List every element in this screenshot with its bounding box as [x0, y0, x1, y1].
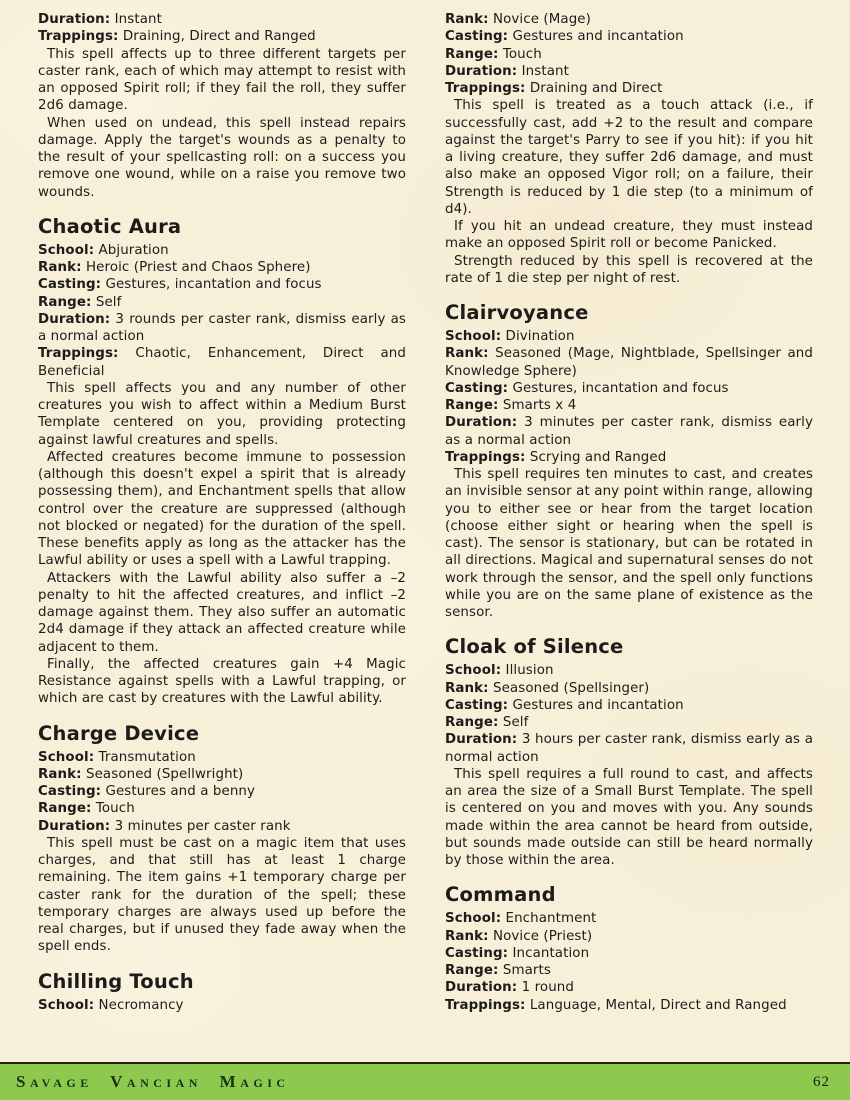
- body-paragraph: This spell affects you and any number of other creatures you wish to affect within a Medium Burst Template centered on you, providing protecting against lawful creatures and spells.: [38, 380, 406, 448]
- stat-line: Rank: Seasoned (Spellwright): [38, 766, 244, 782]
- stat-label: Range:: [445, 963, 499, 978]
- stat-line: Trappings: Chaotic, Enhancement, Direct and Beneficial: [38, 346, 406, 379]
- stat-label: Rank:: [445, 12, 489, 27]
- body-paragraph: Strength reduced by this spell is recovered at the rate of 1 die step per night of rest.: [445, 253, 813, 286]
- stat-label: School:: [38, 242, 95, 258]
- footer-bar: [0, 1064, 850, 1100]
- stat-label: Rank:: [38, 766, 82, 782]
- stat-line: Casting: Gestures, incantation and focus: [38, 277, 322, 293]
- stat-label: Duration:: [38, 12, 111, 27]
- stat-line: Trappings: Draining and Direct: [445, 81, 663, 96]
- stat-line: Trappings: Draining, Direct and Ranged: [38, 29, 316, 45]
- stat-label: Rank:: [445, 680, 489, 696]
- stat-label: Range:: [38, 294, 92, 310]
- spell-heading: Cloak of Silence: [445, 635, 624, 659]
- stat-line: Casting: Gestures, incantation and focus: [445, 380, 729, 396]
- stat-line: Rank: Seasoned (Mage, Nightblade, Spellsinger and Knowledge Sphere): [445, 346, 813, 379]
- stat-label: Duration:: [38, 311, 111, 327]
- body-paragraph: Attackers with the Lawful ability also suffer a –2 penalty to hit the affected creatures, and inflict –2 damage against them. They also suffer an automatic 2d4 damage if they attack an affected creature while adjacent to them.: [38, 570, 406, 655]
- stat-line: Duration: 3 hours per caster rank, dismiss early as a normal action: [445, 732, 813, 765]
- right-text-column: [445, 11, 813, 1014]
- stat-label: Duration:: [445, 415, 518, 431]
- body-paragraph: Finally, the affected creatures gain +4 Magic Resistance against spells with a Lawful trapping, or which are cast by creatures with the Lawful ability.: [38, 656, 406, 707]
- stat-label: School:: [38, 749, 95, 765]
- stat-line: School: Abjuration: [38, 242, 169, 258]
- stat-label: Duration:: [38, 818, 111, 834]
- spell-heading: Command: [445, 883, 556, 907]
- stat-line: Casting: Gestures and incantation: [445, 697, 684, 713]
- spell-heading: Chaotic Aura: [38, 214, 182, 238]
- stat-label: Range:: [445, 715, 499, 730]
- stat-label: Trappings:: [445, 81, 526, 96]
- body-paragraph: This spell requires a full round to cast, and affects an area the size of a Small Burst Template. The spell is centered on you and moves with you. Any sounds made within the area cannot be heard from outside, but sounds made outside can still be heard normally by those within the area.: [445, 766, 813, 868]
- stat-line: Range: Self: [445, 715, 529, 730]
- spell-heading: Charge Device: [38, 721, 200, 745]
- stat-line: Casting: Incantation: [445, 945, 590, 961]
- stat-label: Duration:: [445, 980, 518, 996]
- stat-line: Rank: Seasoned (Spellsinger): [445, 680, 650, 696]
- stat-line: Range: Smarts x 4: [445, 398, 577, 413]
- spell-heading: Clairvoyance: [445, 301, 589, 324]
- stat-label: Casting:: [445, 29, 509, 45]
- stat-label: Trappings:: [445, 449, 526, 465]
- stat-label: Range:: [445, 46, 499, 62]
- stat-line: Rank: Heroic (Priest and Chaos Sphere): [38, 260, 311, 275]
- stat-line: Duration: 3 minutes per caster rank: [38, 818, 291, 834]
- stat-line: Rank: Novice (Priest): [445, 928, 593, 944]
- stat-line: Range: Self: [38, 294, 122, 310]
- page-number: 62: [813, 1073, 830, 1090]
- stat-label: School:: [445, 911, 502, 927]
- stat-label: Rank:: [445, 346, 489, 362]
- stat-label: School:: [38, 997, 95, 1013]
- stat-label: Trappings:: [445, 997, 526, 1013]
- stat-label: School:: [445, 663, 502, 679]
- stat-label: Duration:: [445, 732, 518, 748]
- body-paragraph: This spell requires ten minutes to cast, and creates an invisible sensor at any point within range, allowing you to either see or hear from the target location (choose either sight or hearing when the spell is cast). The sensor is stationary, but can be rotated in all directions. Magical and supernatural senses do not work through the sensor, and the spell only functions while you are on the same plane of existence as the sensor.: [445, 467, 813, 620]
- stat-label: Trappings:: [38, 29, 119, 45]
- stat-label: School:: [445, 329, 502, 344]
- stat-line: Range: Touch: [445, 46, 542, 62]
- stat-line: Range: Touch: [38, 801, 135, 817]
- stat-line: Duration: 1 round: [445, 980, 574, 996]
- body-paragraph: This spell must be cast on a magic item that uses charges, and that still has at least 1 charge remaining. The item gains +1 temporary charge per caster rank for the duration of the spell; these temporary charges are always used up before the real charges, but if unused they fade away when the spell ends.: [38, 835, 406, 955]
- stat-line: School: Enchantment: [445, 911, 597, 927]
- body-paragraph: This spell is treated as a touch attack (i.e., if successfully cast, add +2 to the result and compare against the target's Parry to see if you hit): if you hit a living creature, they suffer 2d6 damage, and must also make an opposed Vigor roll; on a failure, their Strength is reduced by 1 die step (to a minimum of d4).: [445, 98, 813, 217]
- book-title: Savage Vancian Magic: [16, 1072, 290, 1091]
- stat-label: Casting:: [445, 380, 509, 396]
- stat-line: Trappings: Language, Mental, Direct and Ranged: [445, 997, 787, 1013]
- stat-line: Duration: Instant: [445, 63, 569, 79]
- stat-line: School: Necromancy: [38, 997, 184, 1013]
- body-paragraph: This spell affects up to three different targets per caster rank, each of which may attempt to resist with an opposed Spirit roll; if they fail the roll, they suffer 2d6 damage.: [38, 46, 406, 114]
- stat-label: Casting:: [445, 945, 509, 961]
- stat-line: Trappings: Scrying and Ranged: [445, 449, 667, 465]
- stat-line: School: Transmutation: [38, 749, 196, 765]
- stat-label: Range:: [445, 398, 499, 413]
- body-paragraph: When used on undead, this spell instead repairs damage. Apply the target's wounds as a penalty to the result of your spellcasting roll: on a success you remove one wound, while on a raise you remove two wounds.: [38, 115, 406, 200]
- stat-line: School: Divination: [445, 329, 575, 344]
- body-paragraph: If you hit an undead creature, they must instead make an opposed Spirit roll or become Panicked.: [445, 219, 813, 252]
- stat-label: Casting:: [38, 277, 102, 293]
- stat-line: Casting: Gestures and incantation: [445, 29, 684, 45]
- stat-line: School: Illusion: [445, 663, 554, 679]
- left-text-column: [38, 11, 406, 1014]
- stat-line: Range: Smarts: [445, 963, 551, 978]
- spell-heading: Chilling Touch: [38, 969, 194, 993]
- stat-label: Duration:: [445, 63, 518, 79]
- stat-label: Casting:: [445, 697, 509, 713]
- stat-label: Casting:: [38, 784, 102, 799]
- stat-label: Rank:: [38, 260, 82, 275]
- stat-label: Rank:: [445, 928, 489, 944]
- stat-label: Trappings:: [38, 346, 119, 362]
- stat-line: Duration: 3 minutes per caster rank, dismiss early as a normal action: [445, 415, 813, 448]
- stat-line: Duration: Instant: [38, 12, 162, 27]
- body-paragraph: Affected creatures become immune to possession (although this doesn't expel a spirit that is already possessing them), and Enchantment spells that allow control over the creature are suppressed (although not blocked or negated) for the duration of the spell. These benefits apply as long as the attacker has the Lawful ability or uses a spell with a Lawful trapping.: [38, 449, 406, 569]
- stat-line: Duration: 3 rounds per caster rank, dismiss early as a normal action: [38, 311, 406, 344]
- stat-line: Rank: Novice (Mage): [445, 12, 591, 27]
- stat-label: Range:: [38, 801, 92, 817]
- stat-line: Casting: Gestures and a benny: [38, 784, 256, 799]
